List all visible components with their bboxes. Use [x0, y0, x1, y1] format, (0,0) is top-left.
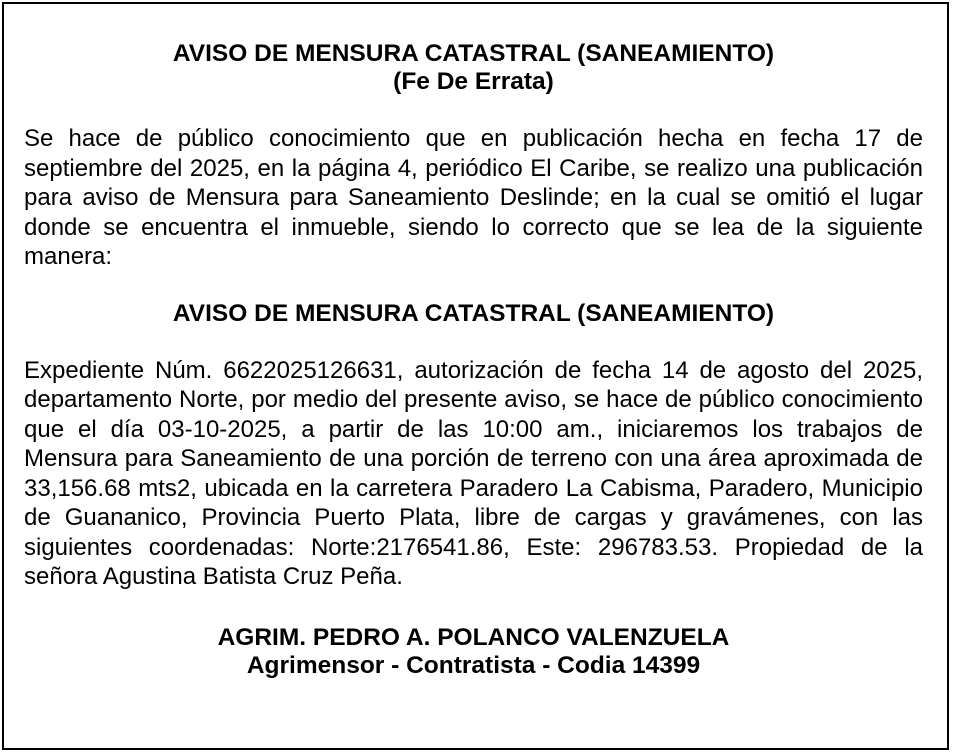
signature-block	[24, 624, 923, 680]
notice-title-block	[24, 40, 923, 96]
signature-role: Agrimensor - Contratista - Codia 14399	[246, 651, 701, 679]
notice-box	[2, 2, 949, 750]
intro-paragraph: Se hace de público conocimiento que en publicación hecha en fecha 17 de septiembre del 2025, en la página 4, periódico El Caribe, se realizo una publicación para aviso de Mensura para Saneamiento Deslinde; en la cual se omitió el lugar donde se encuentra el inmueble, siendo lo correcto que se lea de la siguiente manera:	[24, 125, 923, 270]
body-paragraph: Expediente Núm. 6622025126631, autorización de fecha 14 de agosto del 2025, departamento Norte, por medio del presente aviso, se hace de público conocimiento que el día 03-10-2025, a partir de las 10:00 am., iniciaremos los trabajos de Mensura para Saneamiento de una porción de terreno con una área aproximada de 33,156.68 mts2, ubicada en la carretera Paradero La Cabisma, Paradero, Municipio de Guananico, Provincia Puerto Plata, libre de cargas y gravámenes, con las siguientes coordenadas: Norte:2176541.86, Este: 296783.53. Propiedad de la señora Agustina Batista Cruz Peña.	[24, 356, 923, 590]
signature-name: AGRIM. PEDRO A. POLANCO VALENZUELA	[217, 623, 730, 651]
notice-subtitle: (Fe De Errata)	[393, 68, 554, 95]
corrected-title: AVISO DE MENSURA CATASTRAL (SANEAMIENTO)	[172, 299, 775, 327]
notice-title: AVISO DE MENSURA CATASTRAL (SANEAMIENTO)	[172, 40, 775, 67]
